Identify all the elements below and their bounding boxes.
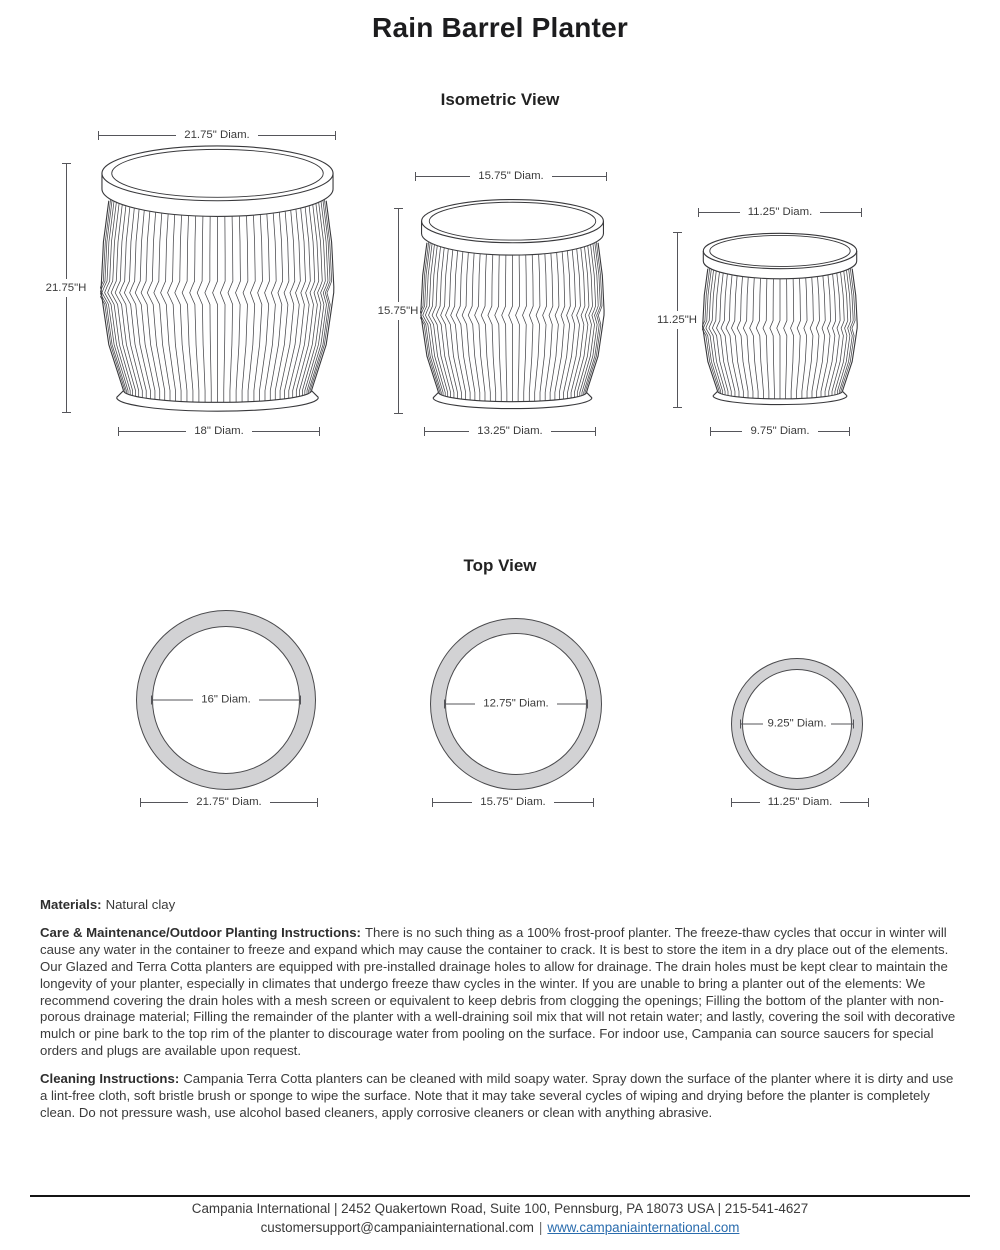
- dim-line: [699, 212, 740, 213]
- dim-bottom-diameter-small: [710, 424, 850, 439]
- dim-line: [552, 176, 606, 177]
- dim-line: [398, 209, 399, 302]
- dim-bottom-diameter-large: [118, 424, 320, 439]
- dim-top-diameter-small: [698, 205, 862, 220]
- dim-label: 15.75"H: [377, 305, 419, 317]
- dim-line: [252, 431, 319, 432]
- footer-divider: [30, 1195, 970, 1197]
- dim-label: 12.75" Diam.: [483, 697, 549, 710]
- dim-line: [152, 700, 193, 701]
- dim-line: [732, 802, 760, 803]
- care-label: Care & Maintenance/Outdoor Planting Instructions:: [40, 924, 361, 940]
- dim-line: [258, 135, 335, 136]
- dim-tick: [868, 798, 869, 807]
- dim-line: [66, 164, 67, 279]
- dim-outer-diameter-small: [731, 795, 869, 810]
- footer-separator: |: [538, 1220, 543, 1235]
- materials-label: Materials:: [40, 897, 102, 912]
- cleaning-label: Cleaning Instructions:: [40, 1071, 180, 1087]
- dim-line: [270, 802, 317, 803]
- dim-height-small: [651, 232, 703, 408]
- footer-contact: [0, 1220, 1000, 1235]
- dim-label: 9.75" Diam.: [750, 425, 810, 437]
- dim-tick: [853, 720, 854, 729]
- dim-label: 13.25" Diam.: [477, 425, 543, 437]
- dim-line: [711, 431, 742, 432]
- dim-label: 11.25"H: [657, 314, 697, 326]
- footer-email: customersupport@campaniainternational.com: [260, 1220, 534, 1235]
- dim-tick: [62, 412, 71, 413]
- dim-tick: [335, 131, 336, 140]
- dim-line: [99, 135, 176, 136]
- care-paragraph: [40, 925, 961, 1060]
- dim-label: 9.25" Diam.: [767, 717, 827, 730]
- details-text-block: [40, 897, 961, 1133]
- dim-tick: [593, 798, 594, 807]
- isometric-view-heading: Isometric View: [440, 90, 560, 109]
- dim-tick: [300, 696, 301, 705]
- dim-line: [557, 704, 587, 705]
- dim-line: [554, 802, 593, 803]
- dim-tick: [849, 427, 850, 436]
- dim-label: 11.25" Diam.: [767, 796, 833, 808]
- top-view-ring-small: [731, 658, 863, 790]
- dim-height-medium: [372, 208, 424, 414]
- page-title: Rain Barrel Planter: [372, 12, 628, 43]
- dim-line: [433, 802, 472, 803]
- dim-tick: [317, 798, 318, 807]
- dim-inner-diameter-small: [740, 717, 854, 732]
- dim-tick: [394, 413, 403, 414]
- footer-address: Campania International | 2452 Quakertown Road, Suite 100, Pennsburg, PA 18073 USA | 215-541-4627: [191, 1201, 809, 1216]
- dim-line: [840, 802, 868, 803]
- dim-line: [416, 176, 470, 177]
- dim-top-diameter-medium: [415, 169, 607, 184]
- materials-line: [40, 897, 961, 914]
- dim-line: [141, 802, 188, 803]
- dim-label: 21.75" Diam.: [196, 796, 262, 808]
- footer-website-link[interactable]: www.campaniainternational.com: [547, 1220, 740, 1235]
- dim-line: [741, 724, 763, 725]
- dim-label: 15.75" Diam.: [480, 796, 546, 808]
- dim-line: [259, 700, 300, 701]
- dim-label: 11.25" Diam.: [747, 206, 813, 218]
- cleaning-text: Campania Terra Cotta planters can be cleaned with mild soapy water. Spray down the surface of the planter where it is dirty and use a lint-free cloth, soft bristle brush or sponge to wipe the surface. Note that it may take several cycles of wiping and drying before the planter is completely clean. Do not pressure wash, use alcohol based cleaners, apply corrosive cleaners or clean with anything abrasive.: [40, 1071, 954, 1120]
- dim-line: [677, 329, 678, 407]
- cleaning-paragraph: [40, 1071, 961, 1122]
- care-text: There is no such thing as a 100% frost-proof planter. The freeze-thaw cycles that occur in winter will cause any water in the container to freeze and expand which may cause the container to crack. It is best to store the item in a dry place out of the elements. Our Glazed and Terra Cotta planters are equipped with pre-installed drainage holes to allow for drainage. The drain holes must be kept clear to maintain the longevity of your planter, especially in climates that undergo freeze thaw cycles in the winter. If you are unable to bring a planter out of the elements: We recommend covering the drain holes with a mesh screen or equivalent to keep debris from clogging the openings; Filling the bottom of the planter with non-porous drainage material; Filling the remainder of the planter with a well-draining soil mix that will not retain water; and lastly, covering the soil with decorative mulch or pine bark to the top rim of the planter to discourage water from pooling on the surface. For indoor use, Campania can source saucers for special orders and plugs are available upon request.: [40, 924, 956, 1059]
- dim-label: 15.75" Diam.: [478, 170, 544, 182]
- dim-line: [425, 431, 469, 432]
- dim-label: 21.75" Diam.: [184, 129, 250, 141]
- dim-tick: [319, 427, 320, 436]
- barrel-drawing-small: [702, 232, 858, 409]
- dim-inner-diameter-large: [151, 693, 301, 708]
- dim-line: [66, 297, 67, 412]
- dim-top-diameter-large: [98, 128, 336, 143]
- dim-tick: [595, 427, 596, 436]
- dim-line: [818, 431, 849, 432]
- dim-line: [831, 724, 853, 725]
- dim-tick: [587, 700, 588, 709]
- top-view-heading: Top View: [463, 556, 537, 575]
- barrel-drawing-medium: [420, 198, 605, 414]
- top-view-ring-large: [136, 610, 316, 790]
- barrel-drawing-large: [100, 144, 335, 418]
- dim-tick: [861, 208, 862, 217]
- dim-outer-diameter-medium: [432, 795, 594, 810]
- dim-line: [551, 431, 595, 432]
- dim-label: 21.75"H: [45, 282, 87, 294]
- dim-line: [677, 233, 678, 311]
- dim-inner-diameter-medium: [444, 697, 588, 712]
- dim-bottom-diameter-medium: [424, 424, 596, 439]
- dim-label: 16" Diam.: [201, 693, 251, 706]
- dim-line: [119, 431, 186, 432]
- dim-line: [445, 704, 475, 705]
- dim-label: 18" Diam.: [194, 425, 244, 437]
- dim-line: [820, 212, 861, 213]
- dim-line: [398, 320, 399, 413]
- dim-tick: [606, 172, 607, 181]
- dim-tick: [673, 407, 682, 408]
- dim-height-large: [40, 163, 92, 413]
- dim-outer-diameter-large: [140, 795, 318, 810]
- materials-value: Natural clay: [105, 897, 176, 912]
- top-view-ring-medium: [430, 618, 602, 790]
